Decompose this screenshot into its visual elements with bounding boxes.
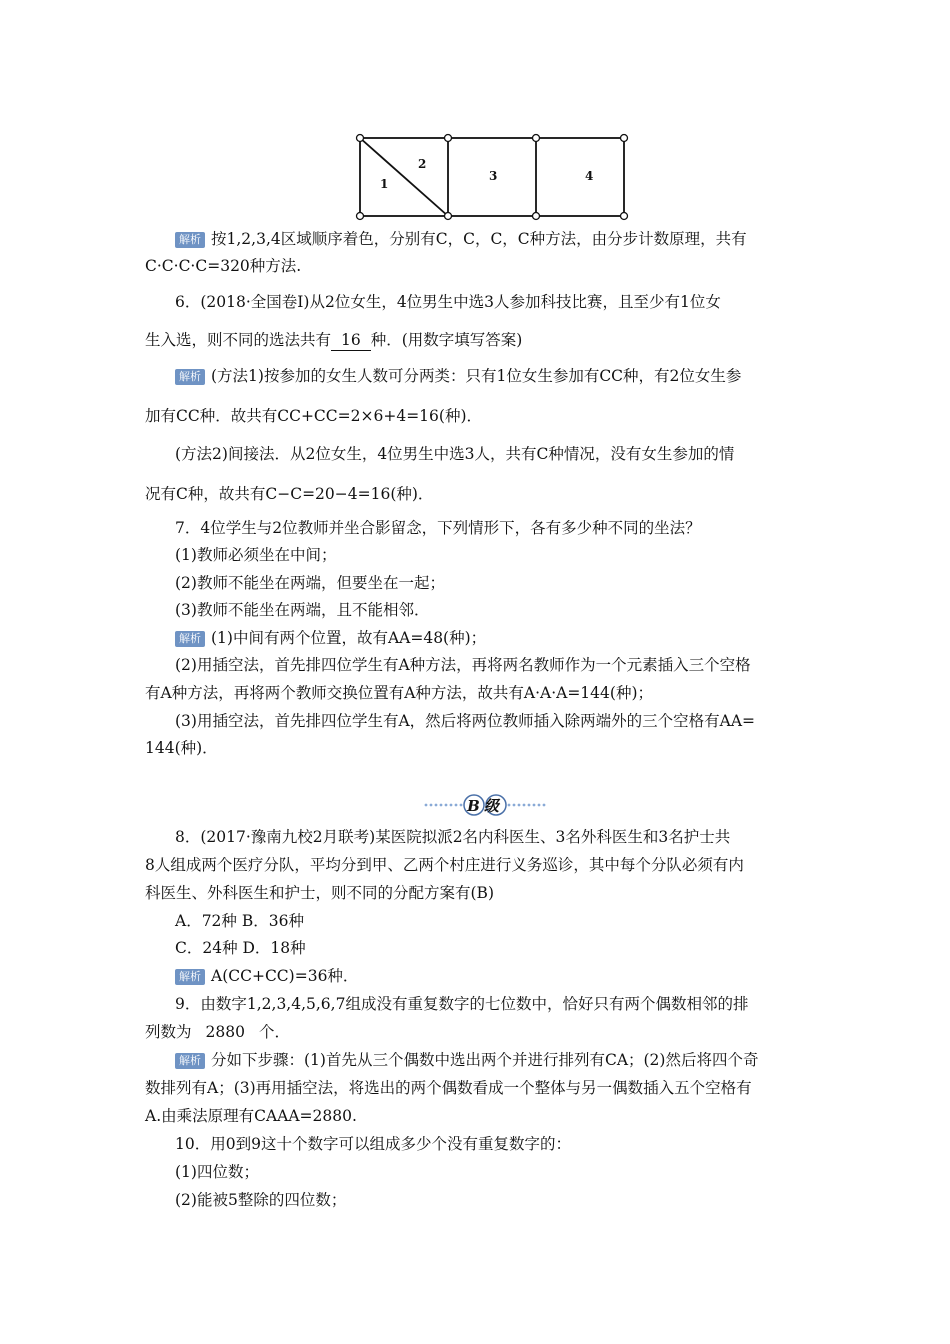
solution-tag: 解析 — [175, 232, 205, 248]
region-diagram — [352, 130, 632, 222]
q5-solution-line-1: 解析 按1,2,3,4区域顺序着色，分别有C，C，C，C种方法，由分步计数原理，共有 — [175, 229, 747, 249]
q6-solution-line-4: 况有C种，故共有C−C=20−4=16(种)． — [145, 485, 434, 503]
q8-stem-line-3: 科医生、外科医生和护士，则不同的分配方案有(B) — [145, 884, 494, 902]
q7-solution-line-4: (3)用插空法，首先排四位学生有A，然后将两位教师插入除两端外的三个空格有AA= — [175, 712, 756, 730]
q8-options-ab: A．72种 B．36种 — [175, 912, 304, 930]
q6-stem-line-1: 6．(2018·全国卷Ⅰ)从2位女生，4位男生中选3人参加科技比赛，且至少有1位女 — [175, 293, 721, 311]
level-badge — [420, 792, 550, 818]
q7-solution-line-3: 有A种方法，再将两个教师交换位置有A种方法，故共有A·A·A=144(种)； — [145, 684, 653, 702]
q8-stem-line-2: 8人组成两个医疗分队，平均分到甲、乙两个村庄进行义务巡诊，其中每个分队必须有内 — [145, 856, 744, 874]
q6-solution-line-1: 解析 (方法1)按参加的女生人数可分两类：只有1位女生参加有CC种，有2位女生参 — [175, 366, 741, 386]
level-badge-text: B级 — [467, 797, 503, 815]
solution-tag: 解析 — [175, 1053, 205, 1069]
q7-part-1: (1)教师必须坐在中间； — [175, 546, 337, 564]
solution-tag: 解析 — [175, 631, 205, 647]
q7-solution-line-2: (2)用插空法，首先排四位学生有A种方法，再将两名教师作为一个元素插入三个空格 — [175, 656, 751, 674]
q8-options-cd: C．24种 D．18种 — [175, 939, 306, 957]
q8-stem-line-1: 8．(2017·豫南九校2月联考)某医院拟派2名内科医生、3名外科医生和3名护士共 — [175, 828, 731, 846]
solution-tag: 解析 — [175, 969, 205, 985]
q7-solution-line-1: 解析 (1)中间有两个位置，故有AA=48(种)； — [175, 628, 486, 648]
q10-part-2: (2)能被5整除的四位数； — [175, 1191, 347, 1209]
region-label-1: 1 — [380, 177, 389, 191]
q6-solution-line-3: (方法2)间接法．从2位女生，4位男生中选3人，共有C种情况，没有女生参加的情 — [175, 445, 735, 463]
q7-part-2: (2)教师不能坐在两端，但要坐在一起； — [175, 574, 445, 592]
q6-answer: 16 — [331, 330, 371, 351]
region-label-2: 2 — [418, 157, 427, 171]
q9-solution-line-2: 数排列有A；(3)再用插空法，将选出的两个偶数看成一个整体与另一偶数插入五个空格有 — [145, 1079, 752, 1097]
q10-part-1: (1)四位数； — [175, 1163, 259, 1181]
q7-part-3: (3)教师不能坐在两端，且不能相邻． — [175, 601, 430, 619]
q7-solution-line-5: 144(种)． — [145, 739, 218, 757]
solution-tag: 解析 — [175, 369, 205, 385]
q9-solution-line-1: 解析 分如下步骤：(1)首先从三个偶数中选出两个并进行排列有CA；(2)然后将四个奇 — [175, 1050, 758, 1070]
region-label-3: 3 — [489, 169, 498, 183]
q5-solution-line-2: C·C·C·C=320种方法. — [145, 257, 302, 275]
q8-solution: 解析 A(CC+CC)=36种． — [175, 966, 358, 986]
q6-stem-line-2: 生入选，则不同的选法共有 16 种．(用数字填写答案) — [145, 331, 523, 349]
q6-solution-line-2: 加有CC种．故共有CC+CC=2×6+4=16(种)． — [145, 407, 482, 425]
q9-stem-line-1: 9．由数字1,2,3,4,5,6,7组成没有重复数字的七位数中，恰好只有两个偶数相邻的排 — [175, 995, 749, 1013]
q9-solution-line-3: A.由乘法原理有CAAA=2880. — [145, 1107, 357, 1125]
q9-stem-line-2: 列数为 2880 个． — [145, 1023, 290, 1041]
q10-stem: 10．用0到9这十个数字可以组成多少个没有重复数字的： — [175, 1135, 571, 1153]
q7-stem: 7．4位学生与2位教师并坐合影留念，下列情形下，各有多少种不同的坐法？ — [175, 519, 701, 537]
q9-answer: 2880 — [205, 1023, 245, 1041]
region-label-4: 4 — [585, 169, 594, 183]
